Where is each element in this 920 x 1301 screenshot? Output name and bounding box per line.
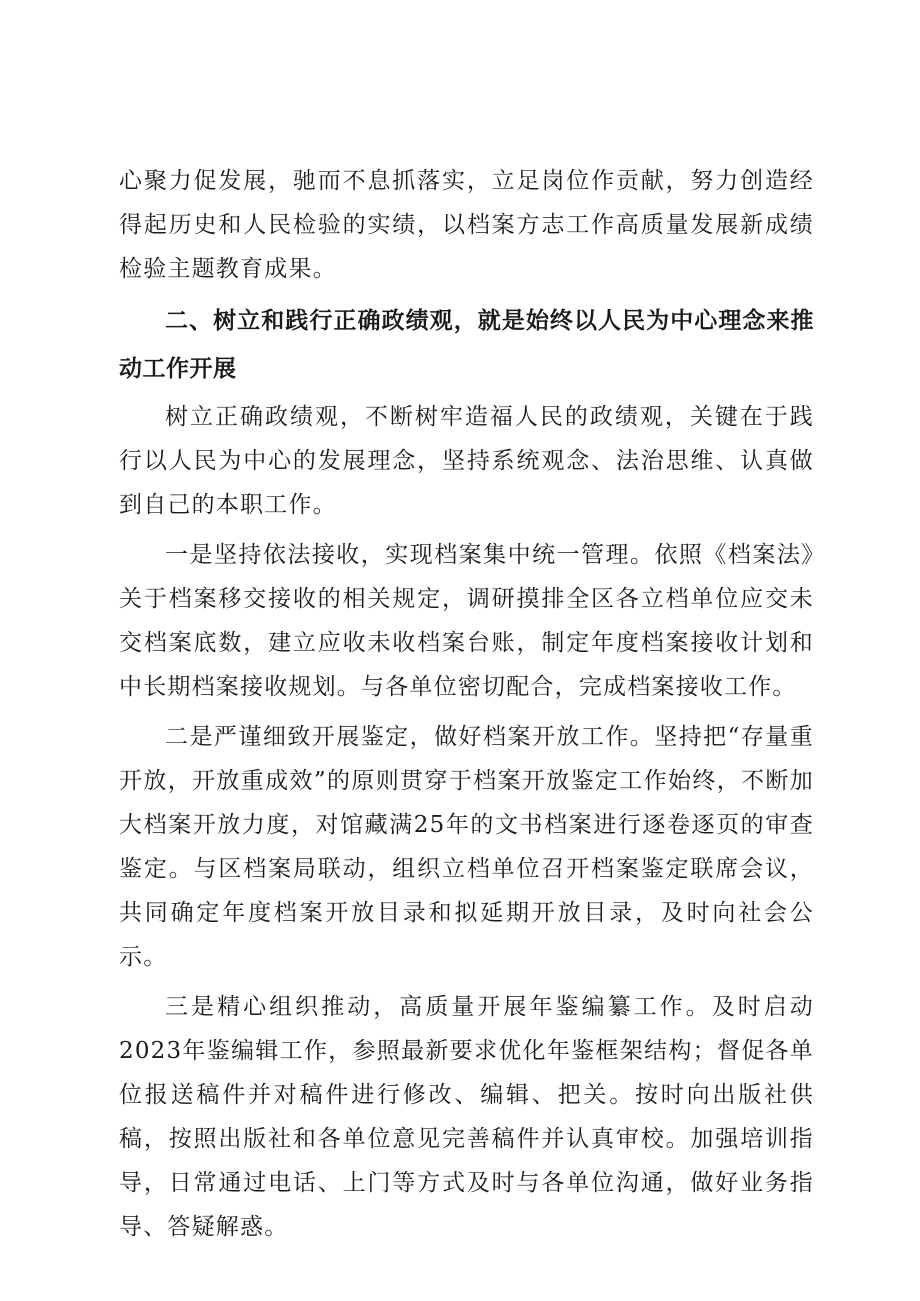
paragraph-point-two: 二是严谨细致开展鉴定，做好档案开放工作。坚持把“存量重开放，开放重成效”的原则贯穿于档案开放鉴定工作始终，不断加大档案开放力度，对馆藏满25年的文书档案进行逐卷逐页的审查鉴定。与区档案局联动，组织立档单位召开档案鉴定联席会议，共同确定年度档案开放目录和拟延期开放目录，及时向社会公示。 — [119, 724, 814, 970]
document-body — [119, 159, 814, 1249]
paragraph-point-one: 一是坚持依法接收，实现档案集中统一管理。依照《档案法》关于档案移交接收的相关规定，调研摸排全区各立档单位应交未交档案底数，建立应收未收档案台账，制定年度档案接收计划和中长期档案接收规划。与各单位密切配合，完成档案接收工作。 — [119, 542, 814, 700]
paragraph-point-three: 三是精心组织推动，高质量开展年鉴编纂工作。及时启动2023年鉴编辑工作，参照最新要求优化年鉴框架结构；督促各单位报送稿件并对稿件进行修改、编辑、把关。按时向出版社供稿，按照出版社和各单位意见完善稿件并认真审校。加强培训指导，日常通过电话、上门等方式及时与各单位沟通，做好业务指导、答疑解惑。 — [119, 994, 814, 1240]
paragraph-continuation: 心聚力促发展，驰而不息抓落实，立足岗位作贡献，努力创造经得起历史和人民检验的实绩，以档案方志工作高质量发展新成绩检验主题教育成果。 — [119, 168, 814, 282]
section-heading: 二、树立和践行正确政绩观，就是始终以人民为中心理念来推动工作开展 — [119, 308, 814, 382]
paragraph-intro: 树立正确政绩观，不断树牢造福人民的政绩观，关键在于践行以人民为中心的发展理念，坚持系统观念、法治思维、认真做到自己的本职工作。 — [119, 404, 814, 518]
